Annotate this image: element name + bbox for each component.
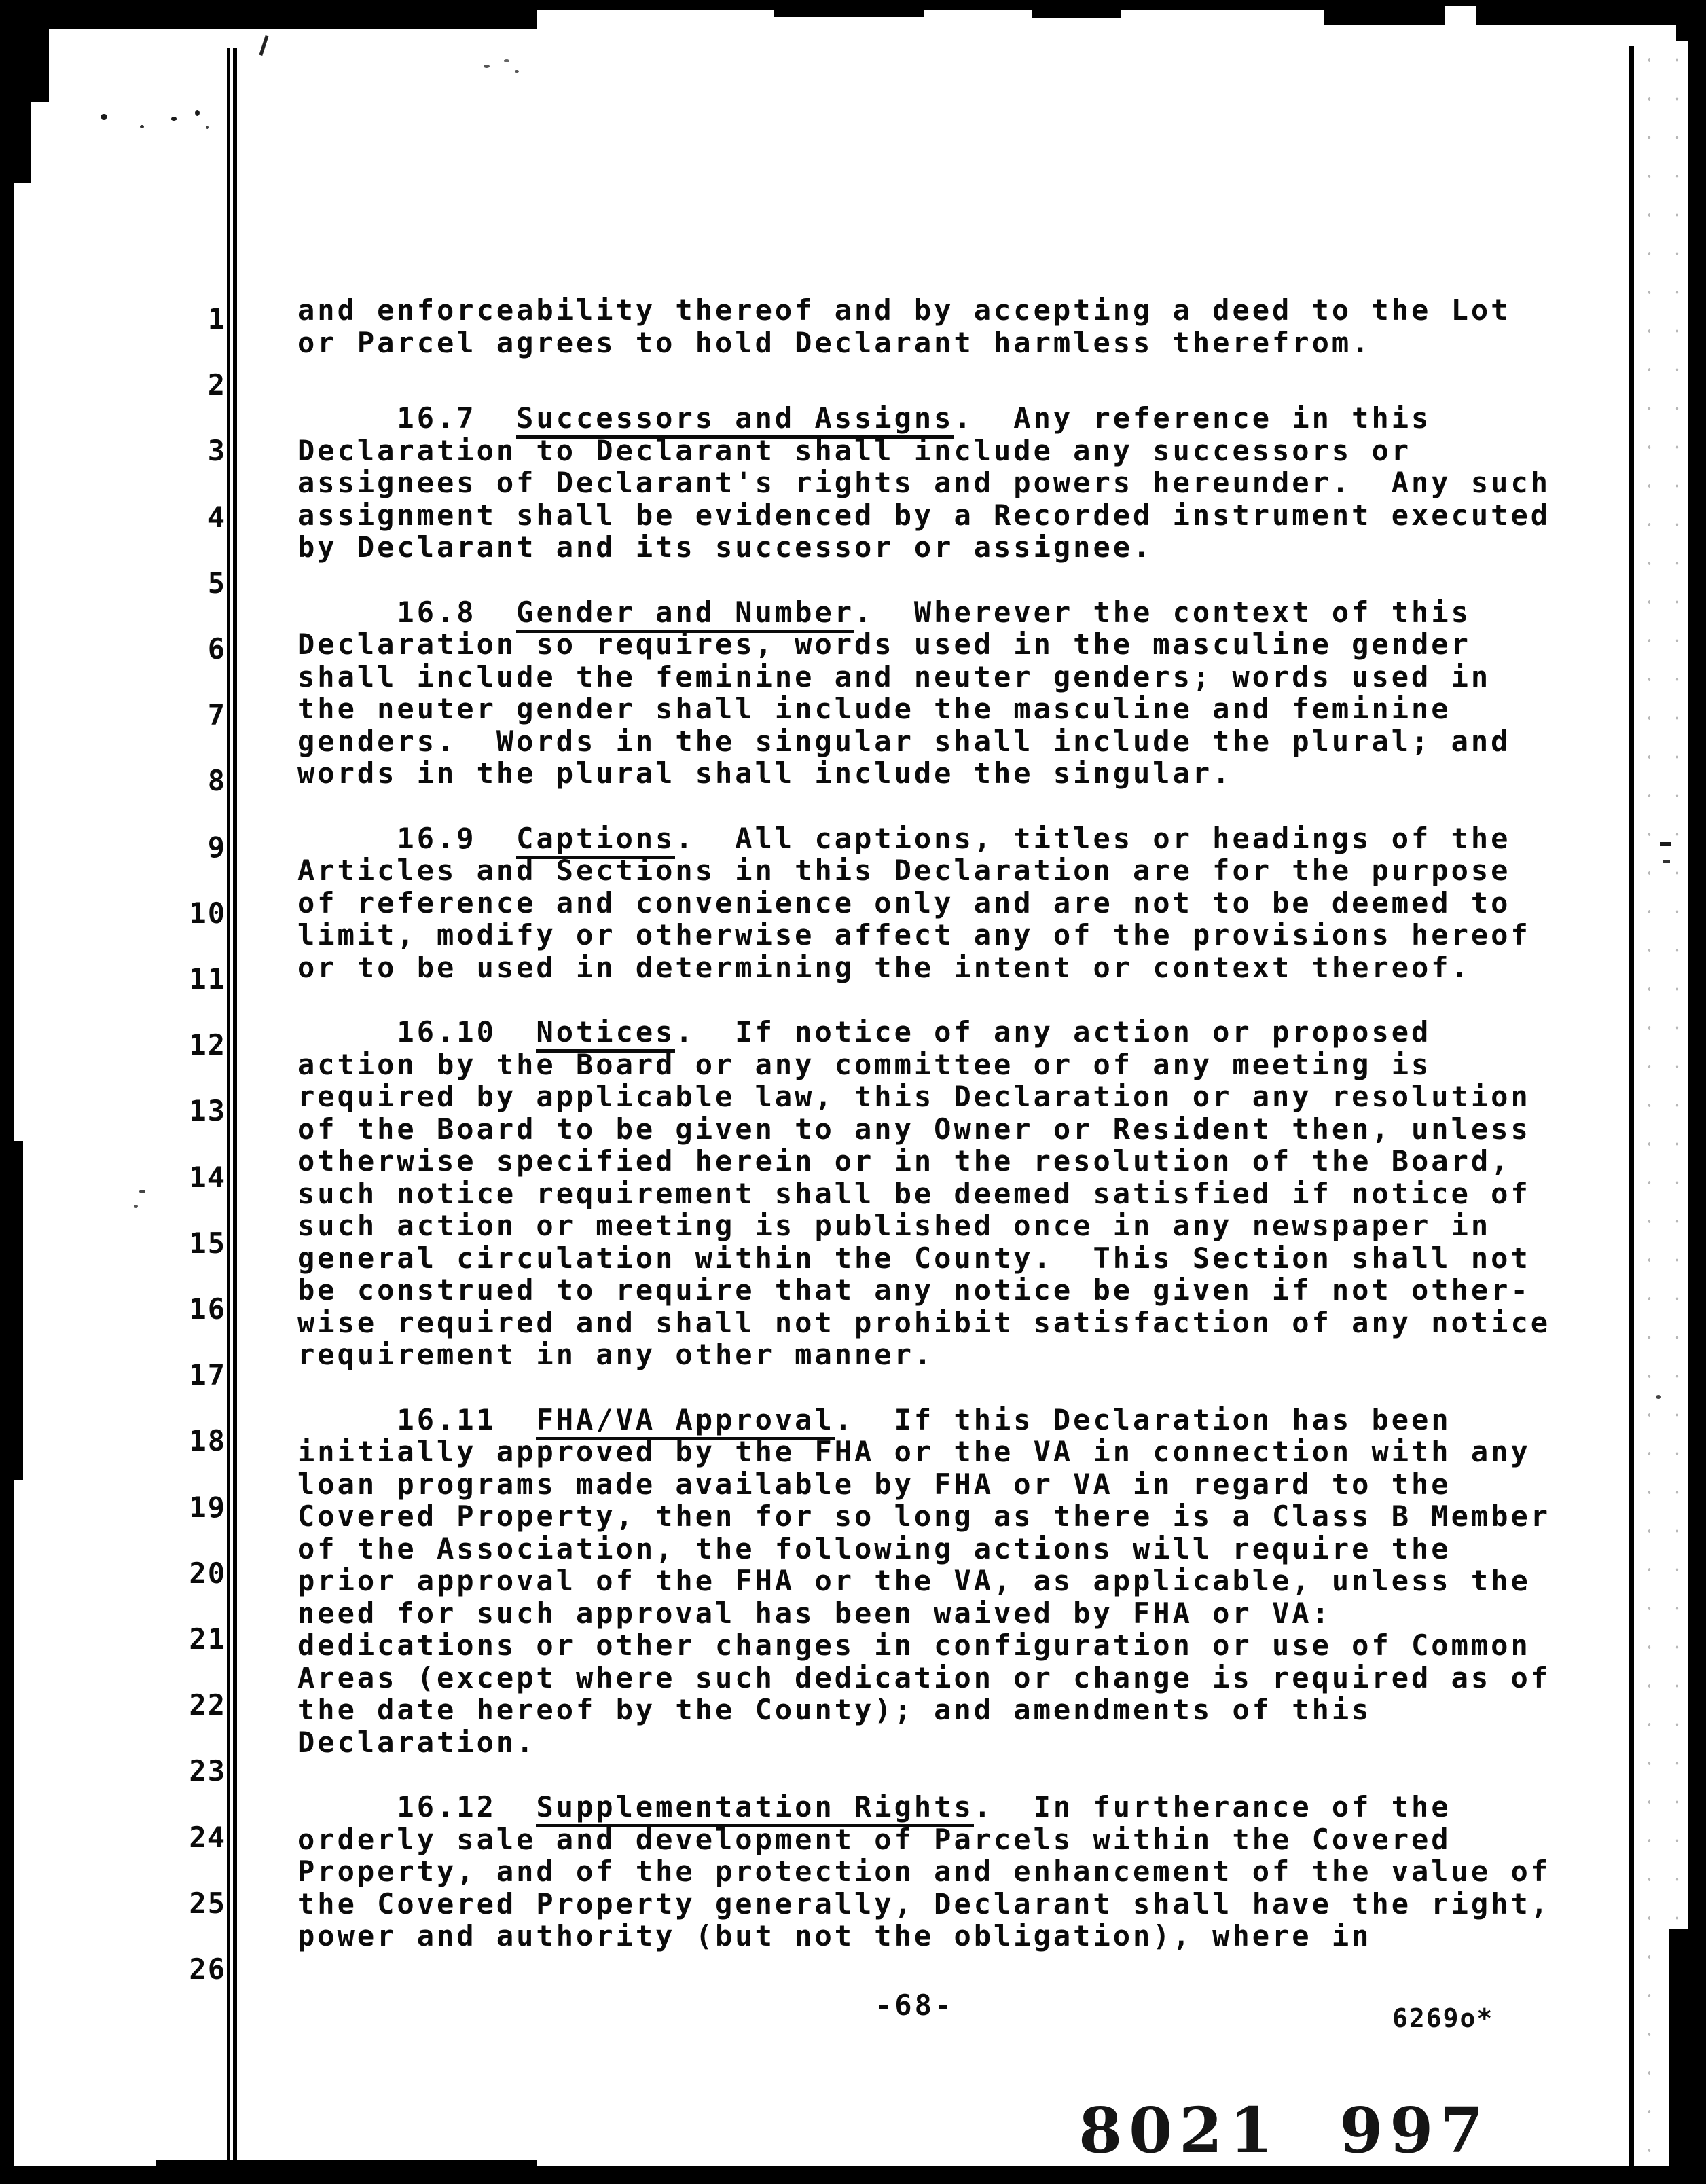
scan-border-top-notch bbox=[1445, 6, 1476, 25]
margin-line-number: 18 bbox=[189, 1424, 226, 1458]
page-number: -68- bbox=[875, 1988, 955, 2022]
section-number: 16.10 bbox=[297, 1015, 537, 1049]
margin-line-number: 7 bbox=[207, 698, 226, 732]
margin-line-number: 16 bbox=[189, 1292, 226, 1326]
section-heading-line bbox=[297, 1791, 1550, 1823]
margin-line-number: 8 bbox=[207, 764, 226, 798]
section-heading-line bbox=[297, 822, 1550, 855]
margin-line-number: 15 bbox=[189, 1226, 226, 1260]
paragraph-16.12 bbox=[297, 1791, 1550, 1952]
recorder-stamp bbox=[964, 2020, 1490, 2184]
text-line: requirement in any other manner. bbox=[297, 1338, 934, 1371]
section-heading-rest: . In furtherance of the bbox=[973, 1790, 1451, 1823]
text-line: assignees of Declarant's rights and powers hereunder. Any such bbox=[297, 466, 1551, 499]
text-line: prior approval of the FHA or the VA, as applicable, unless the bbox=[297, 1564, 1531, 1597]
section-heading-rest: . Wherever the context of this bbox=[854, 595, 1471, 629]
section-heading-line bbox=[297, 1016, 1550, 1049]
text-line: words in the plural shall include the singular. bbox=[297, 757, 1233, 790]
section-number: 16.9 bbox=[297, 821, 517, 855]
dust-speck bbox=[484, 65, 490, 68]
paragraph-16.7 bbox=[297, 402, 1550, 564]
paragraph-continuation bbox=[297, 294, 1550, 359]
section-title: Notices bbox=[536, 1015, 675, 1053]
document-code: 6269o* bbox=[1392, 2003, 1494, 2033]
paragraph-16.10 bbox=[297, 1016, 1550, 1371]
text-line: be construed to require that any notice be given if not other- bbox=[297, 1273, 1531, 1307]
section-title: Supplementation Rights bbox=[536, 1790, 973, 1827]
text-line: dedications or other changes in configuration or use of Common bbox=[297, 1628, 1531, 1662]
dust-speck bbox=[101, 114, 107, 120]
stamp-book-number: 8021 bbox=[1078, 2094, 1280, 2167]
scan-border-top-mid2 bbox=[1032, 0, 1121, 18]
text-line: need for such approval has been waived by FHA or VA: bbox=[297, 1596, 1332, 1630]
dust-speck bbox=[515, 70, 519, 73]
margin-line-number: 19 bbox=[189, 1490, 226, 1524]
section-heading-rest: . All captions, titles or headings of the bbox=[675, 821, 1511, 855]
text-line: Declaration so requires, words used in the masculine gender bbox=[297, 627, 1471, 661]
margin-line-number: 22 bbox=[189, 1688, 226, 1722]
margin-line-number: 13 bbox=[189, 1094, 226, 1128]
text-line: power and authority (but not the obligation), where in bbox=[297, 1919, 1372, 1952]
text-line: or to be used in determining the intent or context thereof. bbox=[297, 950, 1471, 984]
text-line: general circulation within the County. This Section shall not bbox=[297, 1241, 1531, 1275]
text-line: by Declarant and its successor or assignee. bbox=[297, 530, 1153, 564]
dust-speck bbox=[171, 117, 177, 121]
scan-border-left-taper bbox=[0, 102, 31, 183]
section-title: Captions bbox=[516, 822, 675, 859]
dust-speck bbox=[504, 59, 509, 62]
scan-edge-noise bbox=[1635, 41, 1688, 2160]
paragraph-16.9 bbox=[297, 822, 1550, 984]
text-line: loan programs made available by FHA or VA in regard to the bbox=[297, 1467, 1451, 1501]
text-line: the neuter gender shall include the masculine and feminine bbox=[297, 692, 1451, 725]
text-line: assignment shall be evidenced by a Recorded instrument executed bbox=[297, 498, 1551, 532]
section-number: 16.8 bbox=[297, 595, 517, 629]
text-line: limit, modify or otherwise affect any of the provisions hereof bbox=[297, 918, 1531, 951]
scan-border-top-right bbox=[1324, 0, 1706, 25]
dust-speck bbox=[195, 110, 200, 116]
scan-border-left-corner bbox=[0, 0, 49, 102]
text-line: or Parcel agrees to hold Declarant harmless therefrom. bbox=[297, 325, 1372, 359]
scan-border-left bbox=[0, 0, 14, 2184]
section-number: 16.11 bbox=[297, 1402, 537, 1436]
margin-line-number: 2 bbox=[207, 368, 226, 402]
margin-line-number: 21 bbox=[189, 1622, 226, 1656]
margin-line-number: 1 bbox=[207, 302, 226, 335]
scan-border-bottom-bump bbox=[156, 2160, 537, 2169]
text-column bbox=[297, 294, 1550, 1952]
section-title: Gender and Number bbox=[516, 596, 854, 633]
text-line: Areas (except where such dedication or change is required as of bbox=[297, 1660, 1551, 1694]
dust-speck bbox=[140, 125, 144, 128]
dust-speck bbox=[139, 1190, 145, 1193]
margin-line-number: 26 bbox=[189, 1952, 226, 1986]
margin-line-number: 24 bbox=[189, 1820, 226, 1854]
section-heading-line bbox=[297, 1404, 1550, 1436]
text-line: otherwise specified herein or in the resolution of the Board, bbox=[297, 1144, 1511, 1178]
section-title: FHA/VA Approval bbox=[536, 1403, 834, 1440]
text-line: such notice requirement shall be deemed satisfied if notice of bbox=[297, 1176, 1531, 1210]
section-heading-rest: . Any reference in this bbox=[954, 401, 1432, 435]
margin-line-number: 4 bbox=[207, 500, 226, 534]
left-double-rule-outer bbox=[227, 48, 230, 2184]
dust-speck bbox=[134, 1205, 138, 1208]
stamp-page-number: 997 bbox=[1339, 2094, 1491, 2167]
text-line: of the Board to be given to any Owner or Resident then, unless bbox=[297, 1112, 1531, 1146]
section-heading-line bbox=[297, 402, 1550, 435]
text-line: initially approved by the FHA or the VA in connection with any bbox=[297, 1435, 1531, 1468]
left-double-rule-inner bbox=[233, 48, 237, 2184]
section-heading-line bbox=[297, 596, 1550, 629]
stray-mark bbox=[259, 35, 268, 56]
scan-border-right-top bbox=[1676, 0, 1706, 41]
text-line: orderly sale and development of Parcels within the Covered bbox=[297, 1822, 1451, 1856]
text-line: required by applicable law, this Declaration or any resolution bbox=[297, 1080, 1531, 1113]
dust-speck bbox=[206, 126, 209, 129]
text-line: Articles and Sections in this Declaration are for the purpose bbox=[297, 854, 1511, 887]
margin-line-number: 5 bbox=[207, 566, 226, 600]
section-title: Successors and Assigns bbox=[516, 401, 954, 439]
scan-border-top-thick-left bbox=[27, 0, 537, 29]
text-line: Property, and of the protection and enhancement of the value of bbox=[297, 1855, 1551, 1888]
section-number: 16.12 bbox=[297, 1790, 537, 1823]
paragraph-16.8 bbox=[297, 596, 1550, 790]
margin-line-number: 11 bbox=[189, 962, 226, 996]
text-line: Covered Property, then for so long as there is a Class B Member bbox=[297, 1499, 1551, 1533]
text-line: the Covered Property generally, Declarant shall have the right, bbox=[297, 1887, 1551, 1921]
section-heading-rest: . If this Declaration has been bbox=[834, 1402, 1451, 1436]
section-number: 16.7 bbox=[297, 401, 517, 435]
right-margin-rule bbox=[1629, 46, 1634, 2168]
text-line: of the Association, the following actions will require the bbox=[297, 1531, 1451, 1565]
margin-line-number: 12 bbox=[189, 1028, 226, 1062]
margin-line-number: 25 bbox=[189, 1886, 226, 1920]
text-line: Declaration. bbox=[297, 1725, 537, 1759]
margin-line-number: 14 bbox=[189, 1160, 226, 1194]
margin-line-number: 23 bbox=[189, 1754, 226, 1788]
section-heading-rest: . If notice of any action or proposed bbox=[675, 1015, 1432, 1049]
text-line: the date hereof by the County); and amendments of this bbox=[297, 1693, 1372, 1726]
margin-line-number: 3 bbox=[207, 434, 226, 468]
paragraph-16.11 bbox=[297, 1404, 1550, 1759]
margin-line-number: 17 bbox=[189, 1358, 226, 1392]
text-line: genders. Words in the singular shall include the plural; and bbox=[297, 724, 1511, 758]
text-line: of reference and convenience only and are not to be deemed to bbox=[297, 886, 1511, 920]
text-line: shall include the feminine and neuter genders; words used in bbox=[297, 659, 1491, 693]
text-line: such action or meeting is published once in any newspaper in bbox=[297, 1209, 1491, 1242]
margin-line-number: 6 bbox=[207, 632, 226, 666]
scan-border-top-mid bbox=[774, 0, 924, 17]
text-line: action by the Board or any committee or of any meeting is bbox=[297, 1047, 1432, 1081]
scan-border-right bbox=[1688, 0, 1706, 2184]
margin-line-number: 9 bbox=[207, 830, 226, 864]
margin-line-number: 20 bbox=[189, 1556, 226, 1590]
text-line: wise required and shall not prohibit satisfaction of any notice bbox=[297, 1305, 1551, 1339]
text-line: Declaration to Declarant shall include any successors or bbox=[297, 433, 1412, 467]
margin-line-number: 10 bbox=[189, 896, 226, 930]
scan-border-left-bump bbox=[0, 1141, 23, 1480]
text-line: and enforceability thereof and by accepting a deed to the Lot bbox=[297, 293, 1511, 327]
